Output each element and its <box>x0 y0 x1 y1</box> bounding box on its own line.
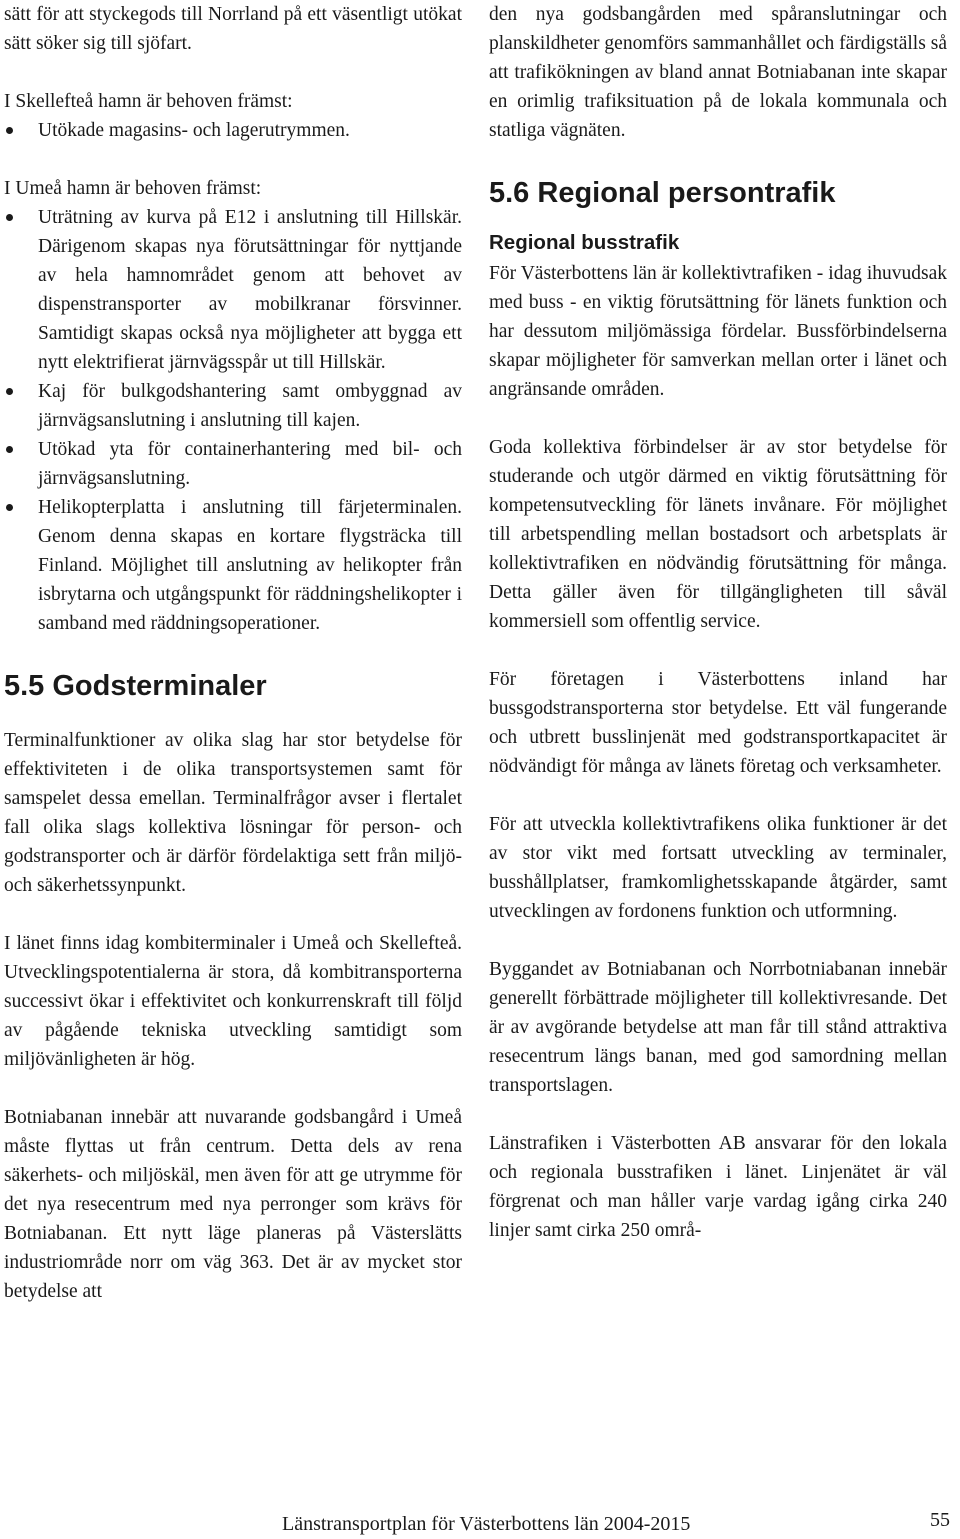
paragraph: Byggandet av Botniabanan och Norrbotniabanan innebär generellt förbättrade möjligheter till kollektivresande. Det är av avgörande betydelse att man får till stånd attraktiva resecentrum längs banan, med god samordning mellan transportslagen. <box>489 959 947 1096</box>
paragraph: I länet finns idag kombiterminaler i Umeå och Skellefteå. Utvecklingspotentialerna är stora, då kombitransporterna successivt ökar i effektivitet och konkurrenskraft till följd av pågående tekniska utveckling samtidigt som miljövänligheten är hög. <box>4 933 462 1070</box>
page-number: 55 <box>930 1509 950 1531</box>
paragraph: För företagen i Västerbottens inland har bussgodstransporterna stor betydelse. Ett väl fungerande och utbrett busslinjenät med godstransportkapacitet är nödvändigt för många av länets företag och verksamheter. <box>489 669 947 777</box>
footer-title: Länstransportplan för Västerbottens län 2004-2015 <box>282 1513 691 1535</box>
list-item: Kaj för bulkgodshantering samt ombyggnad av järnvägsanslutning i anslutning till kajen. <box>4 377 462 435</box>
paragraph: För Västerbottens län är kollektivtrafiken - idag ihuvudsak med buss - en viktig förutsättning för länets funktion och har dessutom miljömässiga fördelar. Bussförbindelserna skapar möjligheter för samverkan mellan orter i länet och angränsande områden. <box>489 263 947 400</box>
paragraph: Länstrafiken i Västerbotten AB ansvarar för den lokala och regionala busstrafiken i länet. Linjenätet är väl förgrenat och man håller varje vardag igång cirka 240 linjer samt cirka 250 områ- <box>489 1133 947 1241</box>
paragraph: den nya godsbangården med spåranslutningar och planskildheter genomförs sammanhållet och färdigställs så att trafikökningen av bland annat Botniabanan inte skapar en orimlig trafiksituation på de lokala kommunala och statliga vägnäten. <box>489 4 947 141</box>
right-column <box>489 0 947 1245</box>
bullet-list <box>4 116 462 145</box>
left-column <box>4 0 462 1306</box>
list-item: Uträtning av kurva på E12 i anslutning till Hillskär. Därigenom skapas nya förutsättningar för nyttjande av hela hamnområdet genom att behovet av dispenstransporter av mobilkranar försvinner. Samtidigt skapas också nya möjligheter att bygga ett nytt elektrifierat järnvägsspår ut till Hillskär. <box>4 203 462 377</box>
paragraph: sätt för att styckegods till Norrland på ett väsentligt utökat sätt söker sig till sjöfart. <box>4 4 462 54</box>
list-item: Utökade magasins- och lagerutrymmen. <box>4 116 462 145</box>
bullet-list <box>4 203 462 638</box>
paragraph: Terminalfunktioner av olika slag har stor betydelse för effektiviteten i de olika transportsystemen samt för samspelet dessa emellan. Terminalfrågor avser i flertalet fall olika slags kollektiva lösningar för person- och godstransporter och är därför fördelaktiga sett från miljö- och säkerhetssynpunkt. <box>4 730 462 896</box>
subsection-heading: Regional busstrafik <box>489 231 680 254</box>
paragraph: Goda kollektiva förbindelser är av stor betydelse för studerande och utgör därmed en viktig förutsättning för kompetensutveckling för länets invånare. För möjlighet till arbetspendling mellan bostadsort och arbetsplats är kollektivtrafiken en nödvändig förutsättning för många. Detta gäller även för tillgängligheten till såväl kommersiell som offentlig service. <box>489 437 947 632</box>
paragraph: I Skellefteå hamn är behoven främst: <box>4 91 293 112</box>
paragraph: I Umeå hamn är behoven främst: <box>4 178 262 199</box>
list-item: Helikopterplatta i anslutning till färjeterminalen. Genom denna skapas en kortare flygsträcka till Finland. Möjlighet till anslutning av helikopter från isbrytarna och utgångspunkt för räddningshelikopter i samband med räddningsoperationer. <box>4 493 462 638</box>
paragraph: Botniabanan innebär att nuvarande godsbangård i Umeå måste flyttas ut från centrum. Detta dels av rena säkerhets- och miljöskäl, men även för att ge utrymme för det nya resecentrum med nya perronger som krävs för Botniabanan. Ett nytt läge planeras på Västerslätts industriområde norr om väg 363. Det är av mycket stor betydelse att <box>4 1107 462 1302</box>
section-heading: 5.6 Regional persontrafik <box>489 177 836 209</box>
page-footer <box>0 1509 960 1536</box>
paragraph: För att utveckla kollektivtrafikens olika funktioner är det av stor vikt med fortsatt utveckling av terminaler, busshållplatser, framkomlighetsskapande åtgärder, samt utvecklingen av fordonens funktion och utformning. <box>489 814 947 922</box>
list-item: Utökad yta för containerhantering med bil- och järnvägsanslutning. <box>4 435 462 493</box>
section-heading: 5.5 Godsterminaler <box>4 670 267 702</box>
